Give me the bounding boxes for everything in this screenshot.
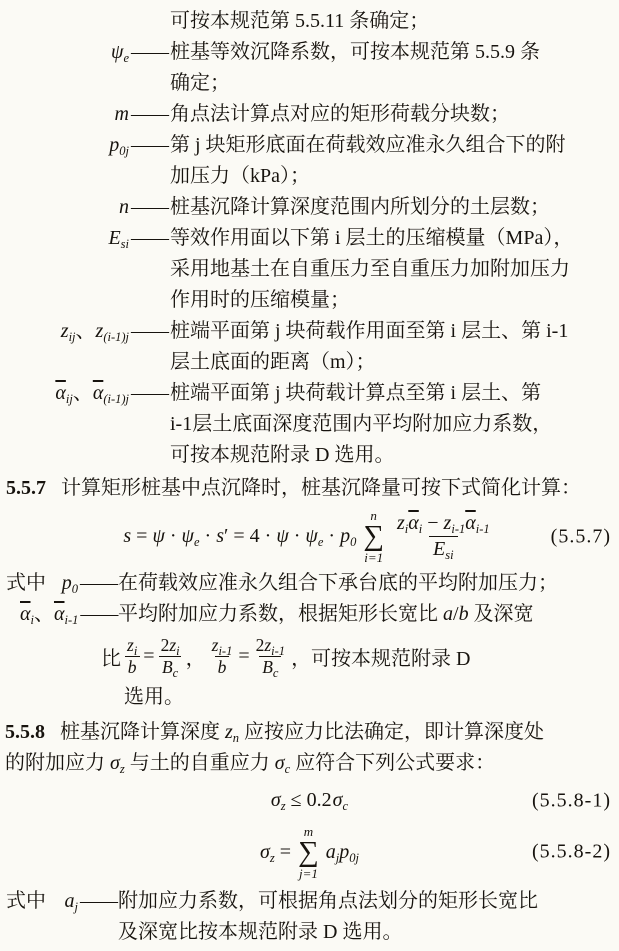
formula-5-5-7	[123, 509, 495, 564]
symbol-cell	[0, 130, 168, 161]
equals-sign: =	[279, 840, 292, 863]
denominator	[215, 656, 230, 678]
leq-sign: ≤	[290, 789, 302, 811]
equation-5-5-7	[0, 505, 619, 568]
var-s: s	[216, 525, 224, 547]
definition-dash: ——	[131, 41, 167, 63]
equals-sign: =	[233, 525, 245, 547]
sub-z: z	[269, 850, 275, 865]
equals-sign: =	[238, 644, 250, 667]
sigma-glyph: ∑	[363, 520, 384, 552]
definition-dash: ——	[131, 382, 167, 404]
var-psi-e	[182, 525, 200, 548]
symbol-def-zij	[0, 316, 619, 378]
sub-c: c	[284, 762, 291, 776]
desc-line: 选用。	[124, 686, 184, 708]
prime-mark: ′	[223, 525, 229, 547]
summation-j	[298, 825, 319, 880]
sub-i-1: i-1	[475, 522, 490, 536]
sub-e: e	[317, 535, 324, 549]
dot-operator: ·	[264, 525, 272, 547]
var-sigma-z	[260, 841, 275, 864]
var-b: b	[458, 603, 469, 625]
symbol-cell	[0, 192, 168, 223]
sub-i-1: i-1	[64, 613, 79, 627]
var-s: s	[123, 525, 132, 547]
desc-line: 桩基等效沉降系数，可按本规范第 5.5.9 条	[170, 41, 540, 63]
var-alpha-bar: $\overline{\alpha}$	[20, 603, 31, 625]
symbol-n: n	[119, 196, 129, 218]
separator: 、	[72, 382, 93, 404]
var-psi: ψ	[181, 525, 194, 547]
sum-upper: m	[303, 823, 314, 839]
sub-i-1: i-1	[451, 522, 466, 536]
var-b: b	[127, 656, 137, 677]
definition-dash: ——	[131, 227, 167, 249]
var-z: z	[211, 634, 219, 655]
clause-5-5-8-line2	[0, 748, 619, 779]
equation-number: (5.5.7)	[550, 525, 611, 547]
symbol-sub: ij	[68, 330, 76, 344]
symbol-def-continuation	[0, 6, 619, 37]
numerator	[253, 635, 288, 656]
var-psi: ψ	[305, 525, 318, 547]
comma: ，	[185, 647, 206, 670]
var-aj-p0j	[326, 841, 359, 864]
symbol-cell	[0, 378, 168, 409]
symbol-z: z	[95, 320, 104, 342]
definition-dash: ——	[80, 572, 116, 594]
var-a: a	[443, 603, 453, 625]
definition-dash: ——	[131, 196, 167, 218]
sub-j: j	[335, 850, 340, 865]
symbol-p: p	[109, 134, 120, 156]
var-sigma-z	[271, 789, 286, 812]
sum-lower: i=1	[364, 550, 384, 565]
equals-sign: =	[143, 644, 155, 667]
coefficient-2: 2	[255, 634, 265, 655]
var-psi: ψ	[152, 525, 165, 547]
var-B: B	[262, 656, 273, 677]
desc-line: 附加应力系数，可根据角点法划分的矩形长宽比	[118, 890, 538, 912]
symbol-z: z	[60, 320, 69, 342]
denominator	[125, 656, 140, 678]
sub-c: c	[342, 799, 349, 813]
clause-text: 应符合下列公式要求：	[290, 752, 496, 774]
sub-0: 0	[71, 582, 78, 596]
var-s-prime	[216, 525, 228, 548]
separator: 、	[33, 603, 54, 625]
var-a: a	[64, 890, 75, 912]
clause-text: 桩基沉降计算深度	[60, 721, 225, 743]
var-z: z	[225, 721, 233, 743]
var-a: a	[325, 840, 336, 863]
desc-line: 在荷载效应准永久组合下承台底的平均附加压力；	[118, 572, 558, 594]
formula-5-5-8-2	[260, 825, 359, 880]
symbol-psi: ψ	[111, 41, 124, 63]
desc-line: 加压力（kPa）；	[170, 165, 310, 187]
symbol-sub: (i-1)j	[103, 330, 129, 344]
symbol-cell	[0, 316, 168, 347]
var-sigma: σ	[332, 789, 343, 811]
fraction-2zi-Bc	[158, 635, 183, 678]
sub-c: c	[172, 665, 179, 680]
desc-text: ，可按本规范附录 D	[291, 647, 471, 670]
sub-z: z	[119, 762, 125, 776]
symbol-cell	[0, 223, 168, 254]
symbol-alpha-bar: $\overline{\alpha}$	[92, 382, 104, 404]
sub-i-1: i-1	[271, 643, 286, 658]
desc-line: 桩基沉降计算深度范围内所划分的土层数；	[170, 196, 550, 218]
desc-line: 采用地基土在自重压力至自重压力加附加压力	[170, 258, 570, 280]
sub-i: i	[404, 522, 409, 536]
var-B: B	[161, 656, 173, 677]
fraction-2zi1-Bc	[253, 635, 288, 678]
clause-number: 5.5.7	[6, 477, 46, 499]
equation-5-5-8-1	[0, 781, 619, 820]
desc-line: i-1层土底面深度范围内平均附加应力系数，	[170, 413, 553, 435]
equation-5-5-8-2	[0, 820, 619, 884]
definition-dash: ——	[80, 603, 117, 625]
var-z: z	[443, 512, 452, 534]
definition-dash: ——	[80, 890, 116, 912]
desc-line: 及深宽比按本规范附录 D 选用。	[118, 921, 403, 943]
symbol-def-p0j	[0, 130, 619, 192]
sub-0: 0	[350, 535, 357, 549]
denominator	[159, 656, 181, 678]
dot-operator: ·	[169, 525, 177, 547]
definition-dash: ——	[131, 320, 167, 342]
desc-line: 第 j 块矩形底面在荷载效应准永久组合下的附	[170, 134, 566, 156]
where-label: 式中	[6, 890, 46, 912]
sigma-glyph: ∑	[298, 835, 319, 868]
var-p0	[340, 525, 356, 548]
equation-number: (5.5.8-1)	[532, 789, 611, 811]
numerator	[209, 635, 236, 656]
where-label: 式中	[6, 572, 46, 594]
equals-sign: =	[136, 525, 148, 547]
symbol-E: E	[108, 227, 121, 249]
sub-si: si	[445, 548, 454, 562]
sum-upper: n	[370, 508, 377, 523]
desc-line-fractions	[101, 630, 619, 682]
desc-line: 层土底面的距离（m）；	[170, 351, 376, 373]
var-p: p	[339, 840, 350, 863]
symbol-cell	[44, 886, 117, 917]
var-sigma: σ	[270, 789, 281, 811]
desc-line	[118, 599, 619, 630]
symbol-def-alpha-ij	[0, 378, 619, 471]
symbol-cell	[0, 99, 168, 130]
where-clause-p0	[0, 568, 619, 599]
clause-5-5-7	[0, 473, 619, 504]
fraction-denominator	[429, 536, 458, 562]
where-clause-aj	[0, 886, 619, 948]
numerator	[158, 635, 183, 656]
var-sigma: σ	[260, 840, 270, 863]
clause-number: 5.5.8	[5, 721, 45, 743]
equation-number: (5.5.8-2)	[532, 840, 611, 863]
sub-i: i	[30, 613, 34, 627]
denominator	[259, 656, 281, 678]
fraction-numerator	[393, 511, 494, 536]
var-z: z	[127, 634, 134, 655]
sub-i: i	[176, 643, 180, 658]
clause-text: 应按应力比法确定，即计算深度处	[239, 721, 545, 743]
symbol-cell	[20, 599, 117, 630]
var-z: z	[264, 634, 272, 655]
symbol-sub: 0j	[119, 144, 129, 158]
var-z: z	[397, 512, 405, 534]
var-sigma-c	[333, 789, 348, 812]
var-psi-e	[305, 525, 323, 548]
desc-line: 桩端平面第 j 块荷载作用面至第 i 层土、第 i-1	[170, 320, 569, 342]
desc-line: 等效作用面以下第 i 层土的压缩模量（MPa），	[170, 227, 574, 249]
desc-line: 角点法计算点对应的矩形荷载分块数；	[170, 103, 510, 125]
symbol-alpha-bar: $\overline{\alpha}$	[55, 382, 66, 404]
coefficient-4: 4	[249, 525, 260, 547]
clause-text: 与土的自重应力	[124, 752, 275, 774]
desc-line: 作用时的压缩模量；	[170, 289, 350, 311]
fraction-zi-b	[124, 635, 140, 678]
definition-dash: ——	[131, 134, 167, 156]
coefficient-0-2: 0.2	[306, 789, 332, 811]
desc-text: 平均附加应力系数，根据矩形长宽比	[118, 603, 443, 625]
sub-z: z	[280, 799, 286, 813]
desc-line: 可按本规范第 5.5.11 条确定；	[170, 10, 430, 32]
var-p: p	[61, 572, 72, 594]
coefficient-2: 2	[160, 634, 170, 655]
desc-text: 及深宽	[468, 603, 534, 625]
symbol-def-m	[0, 99, 619, 130]
separator: 、	[75, 320, 96, 342]
var-alpha-bar: $\overline{\alpha}$	[408, 512, 419, 534]
fraction-zi1-b	[209, 635, 236, 678]
formula-5-5-8-1	[271, 789, 348, 812]
var-E: E	[433, 538, 446, 560]
symbol-def-Esi	[0, 223, 619, 316]
clause-text: 的附加应力	[5, 752, 110, 774]
minus-sign: −	[427, 512, 439, 534]
var-z: z	[169, 634, 177, 655]
numerator	[124, 635, 140, 656]
sub-i-1: i-1	[218, 643, 233, 658]
symbol-m: m	[114, 103, 129, 125]
slash: /	[453, 603, 459, 625]
dot-operator: ·	[204, 525, 212, 547]
symbol-sub: ij	[65, 392, 73, 406]
var-psi: ψ	[276, 525, 289, 547]
symbol-def-n	[0, 192, 619, 223]
desc-line: 确定；	[170, 72, 230, 94]
symbol-sub: (i-1)j	[103, 392, 129, 406]
symbol-cell	[44, 568, 117, 599]
symbol-sub: si	[120, 237, 129, 251]
symbol-sub: e	[123, 51, 129, 65]
symbol-def-psi-e	[0, 37, 619, 99]
desc-line: 桩端平面第 j 块荷载计算点至第 i 层土、第	[170, 382, 542, 404]
var-alpha-bar: $\overline{\alpha}$	[53, 603, 65, 625]
sub-i: i	[133, 643, 138, 658]
fraction	[393, 511, 494, 562]
sub-c: c	[272, 665, 279, 680]
desc-line: 可按本规范附录 D 选用。	[170, 444, 395, 466]
var-alpha-bar: $\overline{\alpha}$	[465, 512, 476, 534]
sub-0j: 0j	[349, 850, 359, 865]
symbol-cell	[0, 37, 168, 68]
sub-e: e	[193, 535, 200, 549]
desc-text: 比	[101, 647, 121, 670]
var-b: b	[217, 656, 227, 677]
var-sigma: σ	[274, 752, 285, 774]
sub-j: j	[74, 900, 78, 914]
var-p: p	[340, 525, 351, 547]
clause-text: 计算矩形桩基中点沉降时，桩基沉降量可按下式简化计算：	[61, 477, 581, 499]
where-clause-alpha-bar	[0, 599, 619, 713]
definition-dash: ——	[131, 103, 167, 125]
sub-i: i	[418, 522, 423, 536]
dot-operator: ·	[293, 525, 301, 547]
dot-operator: ·	[328, 525, 336, 547]
var-sigma: σ	[110, 752, 120, 774]
sub-n: n	[232, 731, 240, 745]
sum-lower: j=1	[298, 865, 318, 881]
clause-5-5-8	[0, 717, 619, 748]
summation-i	[363, 509, 384, 564]
